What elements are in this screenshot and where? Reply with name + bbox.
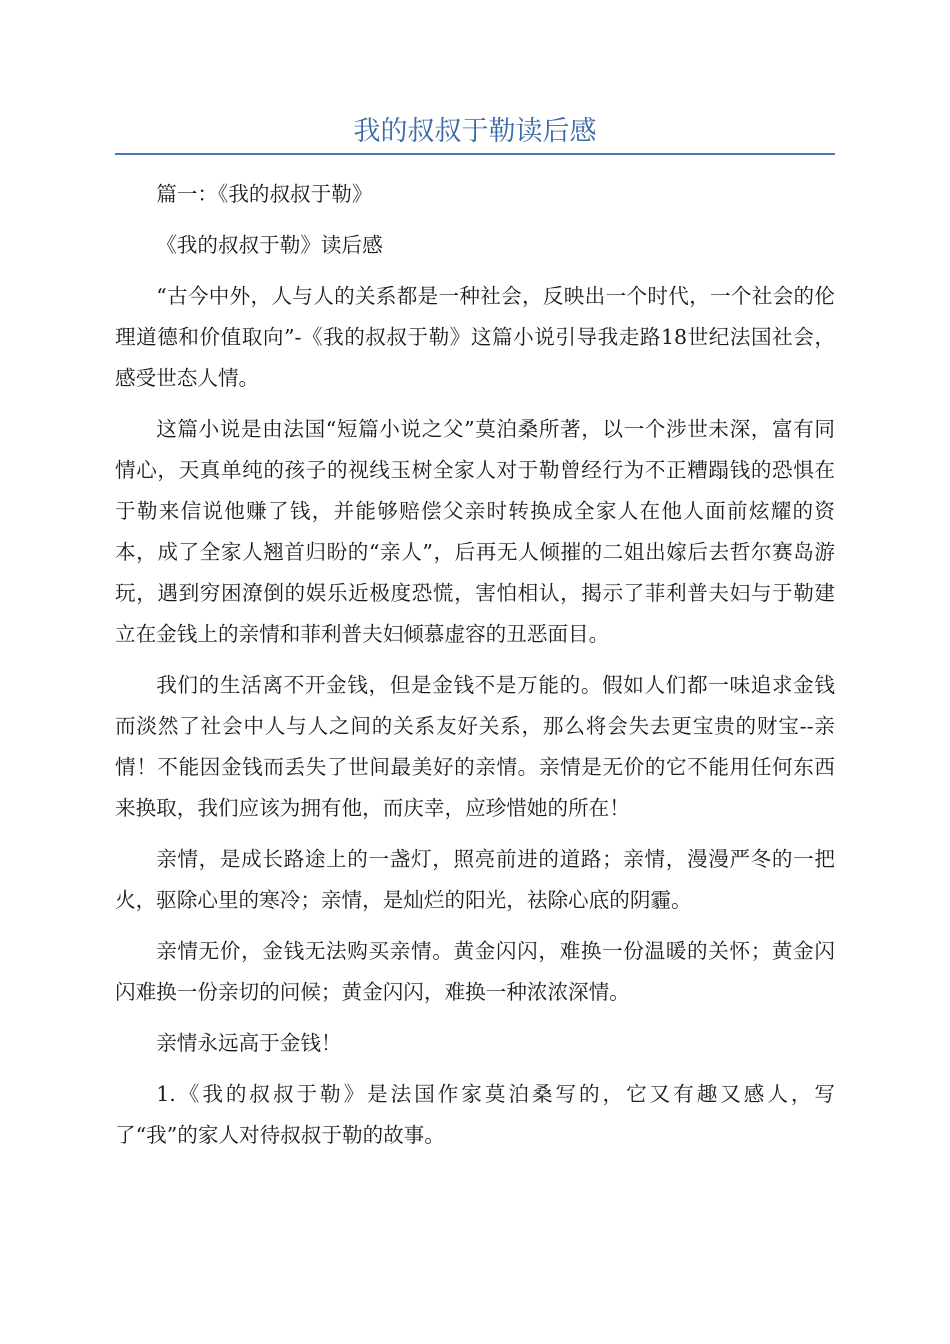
paragraph: “古今中外，人与人的关系都是一种社会，反映出一个时代，一个社会的伦理道德和价值取向”-《我的叔叔于勒》这篇小说引导我走路18世纪法国社会，感受世态人情。 <box>115 284 835 390</box>
paragraph: 亲情，是成长路途上的一盏灯，照亮前进的道路；亲情，漫漫严冬的一把火，驱除心里的寒冷；亲情，是灿烂的阳光，祛除心底的阴霾。 <box>115 847 835 912</box>
title-underline <box>115 153 835 155</box>
paragraph-numbered: 1.《我的叔叔于勒》是法国作家莫泊桑写的，它又有趣又感人，写了“我”的家人对待叔叔于勒的故事。 <box>115 1082 835 1147</box>
paragraph-section-heading: 篇一：《我的叔叔于勒》 <box>156 182 373 206</box>
paragraph: 亲情无价，金钱无法购买亲情。黄金闪闪，难换一份温暖的关怀；黄金闪闪难换一份亲切的问候；黄金闪闪，难换一种浓浓深情。 <box>115 939 835 1004</box>
document-title: 我的叔叔于勒读后感 <box>353 116 597 147</box>
document-body <box>115 174 835 1166</box>
paragraph: 我们的生活离不开金钱，但是金钱不是万能的。假如人们都一味追求金钱而淡然了社会中人与人之间的关系友好关系，那么将会失去更宝贵的财宝--亲情！不能因金钱而丢失了世间最美好的亲情。亲情是无价的它不能用任何东西来换取，我们应该为拥有他，而庆幸，应珍惜她的所在！ <box>115 673 835 820</box>
paragraph-subtitle: 《我的叔叔于勒》读后感 <box>156 233 383 257</box>
paragraph: 这篇小说是由法国“短篇小说之父”莫泊桑所著，以一个涉世未深，富有同情心，天真单纯的孩子的视线玉树全家人对于勒曾经行为不正糟蹋钱的恐惧在于勒来信说他赚了钱，并能够赔偿父亲时转换成全家人在他人面前炫耀的资本，成了全家人翘首归盼的“亲人”，后再无人倾摧的二姐出嫁后去哲尔赛岛游玩，遇到穷困潦倒的娱乐近极度恐慌，害怕相认，揭示了菲利普夫妇与于勒建立在金钱上的亲情和菲利普夫妇倾慕虚容的丑恶面目。 <box>115 417 835 646</box>
paragraph: 亲情永远高于金钱！ <box>156 1031 342 1055</box>
